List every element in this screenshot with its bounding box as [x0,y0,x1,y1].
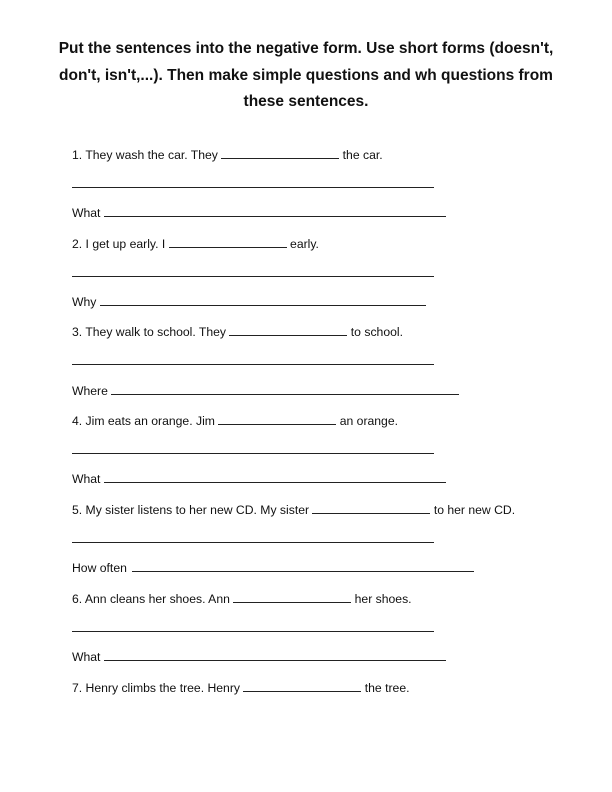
exercise-3-answer-line[interactable] [72,364,434,365]
exercise-7-sentence [72,679,409,695]
exercise-1-blank[interactable] [221,146,339,159]
exercise-6-sentence [72,590,412,606]
exercise-5-question-word: How often [72,561,127,575]
exercise-1-text: 1. They wash the car. They [72,148,218,162]
exercise-4-text: 4. Jim eats an orange. Jim [72,414,215,428]
exercise-5-answer-line[interactable] [72,542,434,543]
exercise-2-ending: early. [290,237,319,251]
exercise-6-blank[interactable] [233,590,351,603]
exercise-6-question [72,648,446,664]
exercise-5-text: 5. My sister listens to her new CD. My sister [72,503,310,517]
exercise-6-question-word: What [72,650,101,664]
exercise-3-ending: to school. [350,325,403,339]
exercise-3-question-word: Where [72,384,108,398]
exercise-2-answer-line[interactable] [72,276,434,277]
exercise-4-question-word: What [72,472,101,486]
exercise-4-question-blank[interactable] [104,470,446,483]
exercise-5-blank[interactable] [312,501,430,514]
exercise-3-question [72,382,459,398]
exercise-2-text: 2. I get up early. I [72,237,166,251]
exercise-5-question [72,559,474,575]
exercise-4-question [72,470,446,486]
exercise-4-blank[interactable] [218,412,336,425]
exercise-4-answer-line[interactable] [72,453,434,454]
exercise-2-question-blank[interactable] [100,293,426,306]
exercise-6-question-blank[interactable] [104,648,446,661]
exercise-3-sentence [72,323,403,339]
exercise-1-question [72,204,446,220]
exercise-2-blank[interactable] [169,235,287,248]
exercise-4-sentence [72,412,398,428]
exercise-7-ending: the tree. [364,681,410,695]
worksheet-instructions: Put the sentences into the negative form. Use short forms (doesn't, don't, isn't,...). Then make simple questions and wh questions from these sentences. [58,40,554,110]
exercise-1-sentence [72,146,383,162]
exercise-4-ending: an orange. [339,414,398,428]
exercise-2-sentence [72,235,319,251]
exercise-2-question-word: Why [72,295,97,309]
exercise-1-ending: the car. [342,148,383,162]
exercise-7-text: 7. Henry climbs the tree. Henry [72,681,240,695]
exercise-2-question [72,293,426,309]
exercise-5-question-blank[interactable] [132,559,474,572]
exercise-3-blank[interactable] [229,323,347,336]
exercise-3-text: 3. They walk to school. They [72,325,227,339]
exercise-1-question-blank[interactable] [104,204,446,217]
exercise-5-sentence [72,501,515,517]
exercise-1-question-word: What [72,206,101,220]
exercise-5-ending: to her new CD. [433,503,516,517]
exercise-3-question-blank[interactable] [111,382,459,395]
exercise-1-answer-line[interactable] [72,187,434,188]
exercise-7-blank[interactable] [243,679,361,692]
exercise-6-ending: her shoes. [354,592,412,606]
exercise-6-answer-line[interactable] [72,631,434,632]
exercise-6-text: 6. Ann cleans her shoes. Ann [72,592,230,606]
